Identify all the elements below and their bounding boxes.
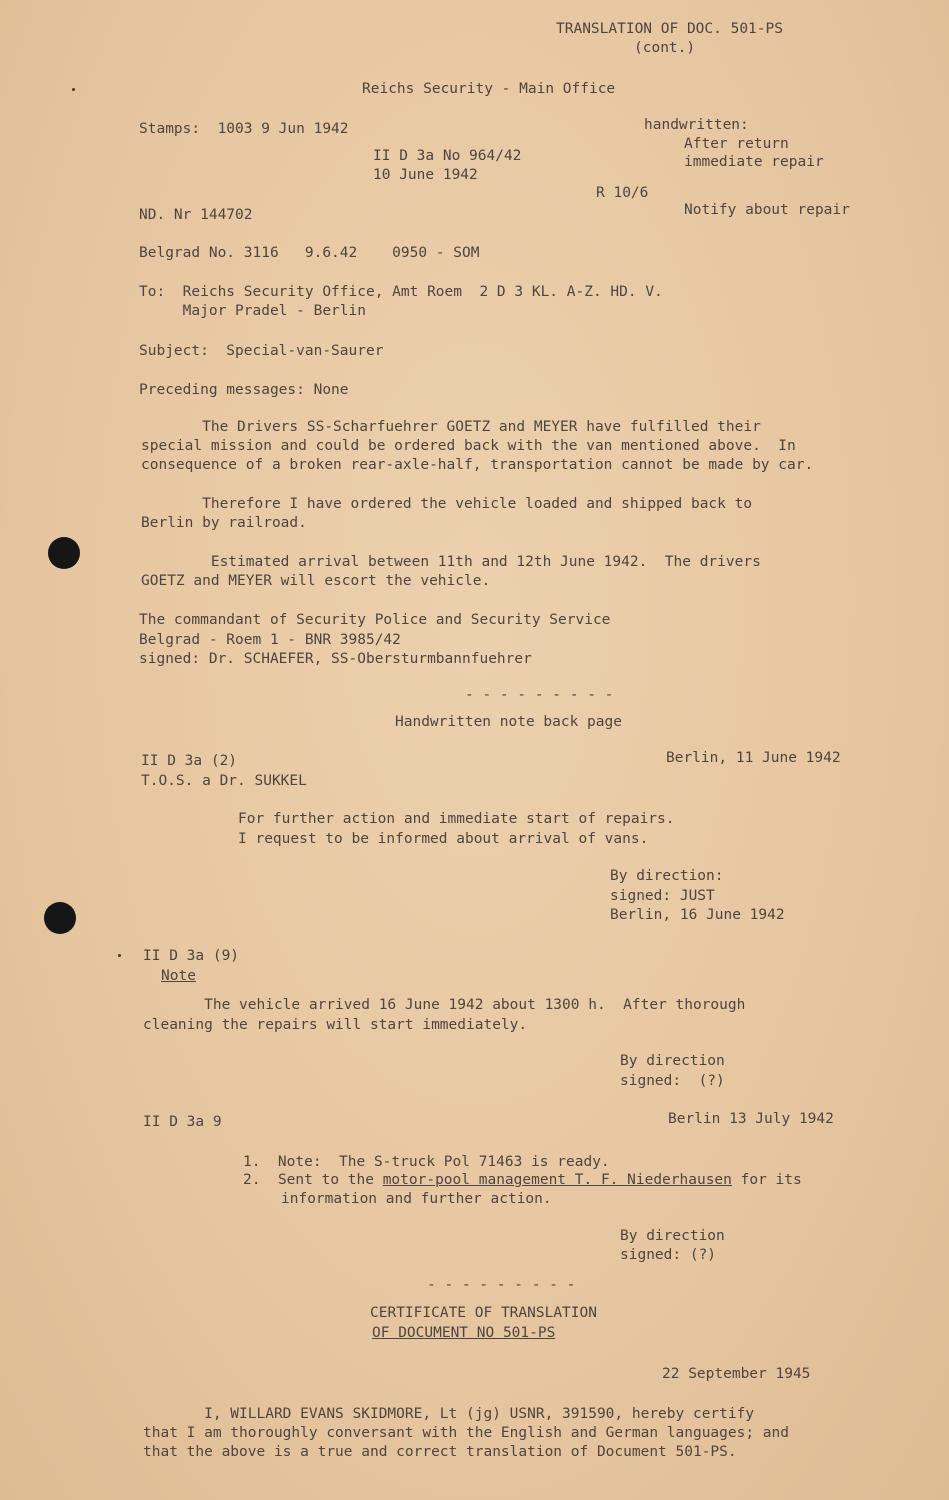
signature-line: By direction: bbox=[610, 868, 724, 884]
to-line: To: Reichs Security Office, Amt Roem 2 D 3 KL. A-Z. HD. V. bbox=[139, 284, 663, 300]
recipient-underlined: motor-pool management T. F. Niederhausen bbox=[382, 1172, 732, 1188]
certificate-subtitle: OF DOCUMENT NO 501-PS bbox=[372, 1325, 556, 1341]
divider: - - - - - - - - - bbox=[465, 687, 614, 703]
section-title: Handwritten note back page bbox=[395, 714, 622, 730]
paragraph-line: consequence of a broken rear-axle-half, transportation cannot be made by car. bbox=[141, 457, 814, 473]
belgrad-line: Belgrad No. 3116 9.6.42 0950 - SOM bbox=[139, 245, 480, 261]
recipient: T.O.S. a Dr. SUKKEL bbox=[141, 773, 307, 789]
speck bbox=[72, 88, 75, 91]
signature-line: By direction bbox=[620, 1053, 725, 1069]
stamps-line: Stamps: 1003 9 Jun 1942 bbox=[139, 121, 349, 137]
reference: II D 3a 9 bbox=[143, 1114, 222, 1130]
handwritten-r: R 10/6 bbox=[596, 185, 649, 201]
handwritten-notify: Notify about repair bbox=[684, 202, 850, 218]
reference: II D 3a (9) bbox=[143, 948, 240, 964]
divider: - - - - - - - - - bbox=[427, 1277, 576, 1293]
paragraph-line: Berlin by railroad. bbox=[141, 515, 307, 531]
signature-line: Berlin, 16 June 1942 bbox=[610, 907, 785, 923]
note-line: For further action and immediate start of repairs. bbox=[238, 811, 675, 827]
paragraph-line: The vehicle arrived 16 June 1942 about 1300 h. After thorough bbox=[143, 997, 746, 1013]
signature-line: signed: JUST bbox=[610, 888, 715, 904]
handwritten-note: After return bbox=[684, 136, 789, 152]
note-label: Note bbox=[161, 968, 196, 984]
list-item bbox=[243, 1171, 802, 1191]
paragraph-line: Therefore I have ordered the vehicle loaded and shipped back to bbox=[141, 496, 753, 512]
paragraph-line: cleaning the repairs will start immediately. bbox=[143, 1017, 528, 1033]
signature-line: signed: (?) bbox=[620, 1247, 717, 1263]
signature-line: By direction bbox=[620, 1228, 725, 1244]
punch-hole bbox=[48, 537, 80, 569]
certificate-title: CERTIFICATE OF TRANSLATION bbox=[370, 1305, 597, 1321]
list-text: Sent to the bbox=[277, 1172, 383, 1188]
doc-title: TRANSLATION OF DOC. 501-PS bbox=[556, 21, 783, 37]
nd-number: ND. Nr 144702 bbox=[139, 207, 253, 223]
signature-line: The commandant of Security Police and Security Service bbox=[139, 612, 611, 628]
paragraph-line: Estimated arrival between 11th and 12th June 1942. The drivers bbox=[141, 554, 761, 570]
signature-line: signed: Dr. SCHAEFER, SS-Obersturmbannfuehrer bbox=[139, 651, 532, 667]
paragraph-line: The Drivers SS-Scharfuehrer GOETZ and MEYER have fulfilled their bbox=[141, 419, 761, 435]
signature-line: Belgrad - Roem 1 - BNR 3985/42 bbox=[139, 632, 401, 648]
date: Berlin, 11 June 1942 bbox=[666, 750, 841, 766]
note-line: I request to be informed about arrival of vans. bbox=[238, 831, 649, 847]
subject-line: Subject: Special-van-Saurer bbox=[139, 343, 384, 359]
office-heading: Reichs Security - Main Office bbox=[362, 81, 616, 97]
to-line: Major Pradel - Berlin bbox=[139, 303, 366, 319]
paragraph-line: GOETZ and MEYER will escort the vehicle. bbox=[141, 573, 491, 589]
preceding-line: Preceding messages: None bbox=[139, 382, 349, 398]
paragraph-line: special mission and could be ordered back with the van mentioned above. In bbox=[141, 438, 796, 454]
speck bbox=[118, 954, 121, 957]
doc-subtitle: (cont.) bbox=[634, 40, 696, 56]
list-text: for its bbox=[731, 1172, 802, 1188]
reference-date: 10 June 1942 bbox=[373, 167, 478, 183]
reference-number: II D 3a No 964/42 bbox=[373, 148, 522, 164]
certificate-date: 22 September 1945 bbox=[662, 1366, 811, 1382]
list-item-continued: information and further action. bbox=[281, 1191, 552, 1207]
list-number: 2. bbox=[243, 1172, 261, 1188]
certificate-line: that I am thoroughly conversant with the English and German languages; and bbox=[143, 1425, 790, 1441]
date: Berlin 13 July 1942 bbox=[668, 1111, 834, 1127]
handwritten-label: handwritten: bbox=[644, 117, 749, 133]
signature-line: signed: (?) bbox=[620, 1073, 725, 1089]
punch-hole bbox=[44, 902, 76, 934]
list-item: 1. Note: The S-truck Pol 71463 is ready. bbox=[243, 1154, 610, 1170]
reference: II D 3a (2) bbox=[141, 753, 238, 769]
certificate-line: I, WILLARD EVANS SKIDMORE, Lt (jg) USNR, 391590, hereby certify bbox=[143, 1406, 755, 1422]
certificate-line: that the above is a true and correct translation of Document 501-PS. bbox=[143, 1444, 737, 1460]
handwritten-note: immediate repair bbox=[684, 154, 824, 170]
